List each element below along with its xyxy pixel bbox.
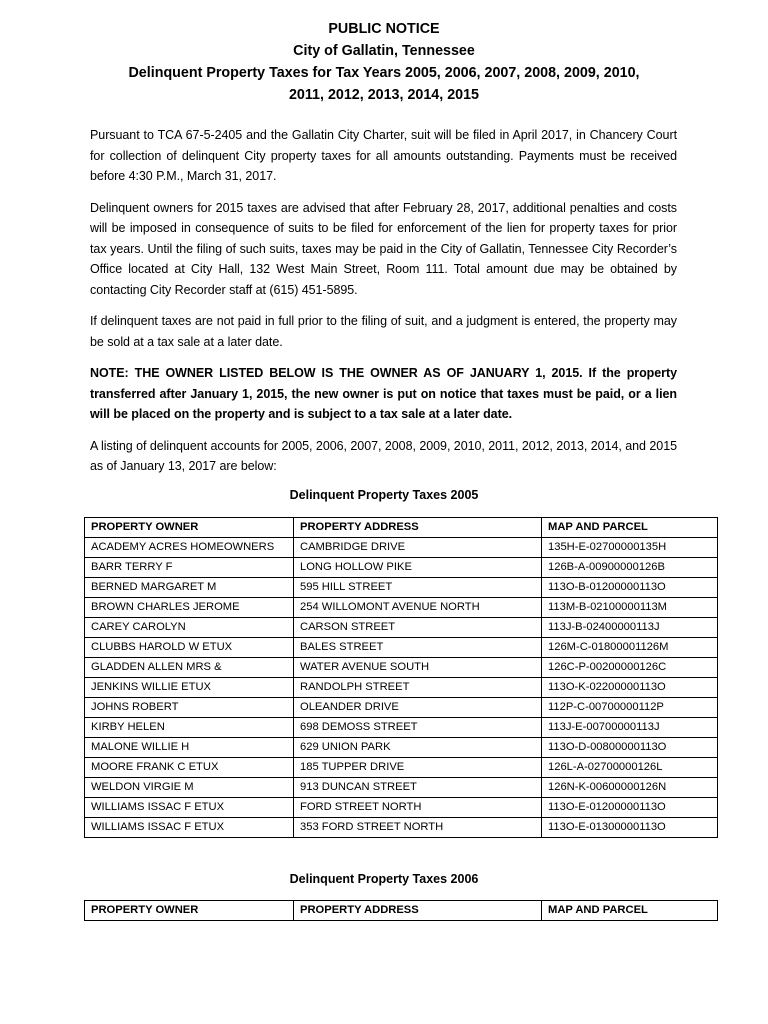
cell-property-owner: WILLIAMS ISSAC F ETUX — [85, 798, 294, 818]
cell-property-address: BALES STREET — [294, 638, 542, 658]
cell-property-address: 254 WILLOMONT AVENUE NORTH — [294, 598, 542, 618]
cell-property-address: 629 UNION PARK — [294, 738, 542, 758]
notice-title-block — [60, 18, 708, 106]
header-property-address: PROPERTY ADDRESS — [294, 901, 542, 921]
cell-map-and-parcel: 113O-E-01200000113O — [542, 798, 718, 818]
cell-property-owner: BROWN CHARLES JEROME — [85, 598, 294, 618]
cell-property-owner: BARR TERRY F — [85, 558, 294, 578]
cell-property-owner: BERNED MARGARET M — [85, 578, 294, 598]
cell-property-owner: JOHNS ROBERT — [85, 698, 294, 718]
paragraph-penalties: Delinquent owners for 2015 taxes are advised that after February 28, 2017, additional penalties and costs will be imposed in consequence of suits to be filed for enforcement of the lien for property taxes for prior tax years. Until the filing of such suits, taxes may be paid in the City of Gallatin, Tennessee City Recorder’s Office located at City Hall, 132 West Main Street, Room 111. Total amount due may be obtained by contacting City Recorder staff at (615) 451-5895. — [90, 200, 677, 297]
cell-property-address: FORD STREET NORTH — [294, 798, 542, 818]
cell-property-owner: CLUBBS HAROLD W ETUX — [85, 638, 294, 658]
cell-map-and-parcel: 126M-C-01800001126M — [542, 638, 718, 658]
cell-property-owner: GLADDEN ALLEN MRS & — [85, 658, 294, 678]
cell-property-address: 913 DUNCAN STREET — [294, 778, 542, 798]
cell-property-address: CAMBRIDGE DRIVE — [294, 538, 542, 558]
cell-map-and-parcel: 113O-K-02200000113O — [542, 678, 718, 698]
header-property-address: PROPERTY ADDRESS — [294, 518, 542, 538]
notice-heading: PUBLIC NOTICE — [328, 21, 440, 37]
header-property-owner: PROPERTY OWNER — [85, 518, 294, 538]
cell-property-address: 698 DEMOSS STREET — [294, 718, 542, 738]
cell-map-and-parcel: 126N-K-00600000126N — [542, 778, 718, 798]
cell-property-address: WATER AVENUE SOUTH — [294, 658, 542, 678]
cell-map-and-parcel: 113J-B-02400000113J — [542, 618, 718, 638]
table-row — [85, 678, 718, 698]
notice-body — [90, 125, 677, 488]
table-row — [85, 618, 718, 638]
paragraph-owner-note: NOTE: THE OWNER LISTED BELOW IS THE OWNER AS OF JANUARY 1, 2015. If the property transferred after January 1, 2015, the new owner is put on notice that taxes must be paid, or a lien will be placed on the property and is subject to a tax sale at a later date. — [90, 366, 677, 421]
cell-map-and-parcel: 126L-A-02700000126L — [542, 758, 718, 778]
table-row — [85, 558, 718, 578]
table-row — [85, 738, 718, 758]
cell-property-address: LONG HOLLOW PIKE — [294, 558, 542, 578]
table-row — [85, 758, 718, 778]
table-header-row — [85, 518, 718, 538]
table-row — [85, 638, 718, 658]
cell-map-and-parcel: 113O-D-00800000113O — [542, 738, 718, 758]
cell-property-address: 353 FORD STREET NORTH — [294, 818, 542, 838]
subject-heading-line1: Delinquent Property Taxes for Tax Years 2005, 2006, 2007, 2008, 2009, 2010, — [128, 65, 640, 81]
cell-property-address: OLEANDER DRIVE — [294, 698, 542, 718]
cell-property-owner: MALONE WILLIE H — [85, 738, 294, 758]
cell-property-owner: MOORE FRANK C ETUX — [85, 758, 294, 778]
section-title-2006: Delinquent Property Taxes 2006 — [289, 872, 479, 886]
table-row — [85, 778, 718, 798]
cell-property-owner: KIRBY HELEN — [85, 718, 294, 738]
subject-heading-line2: 2011, 2012, 2013, 2014, 2015 — [288, 87, 479, 103]
table-row — [85, 798, 718, 818]
table-row — [85, 818, 718, 838]
table-row — [85, 578, 718, 598]
cell-property-owner: ACADEMY ACRES HOMEOWNERS — [85, 538, 294, 558]
table-row — [85, 538, 718, 558]
cell-map-and-parcel: 135H-E-02700000135H — [542, 538, 718, 558]
cell-property-address: 595 HILL STREET — [294, 578, 542, 598]
table-header-row — [85, 901, 718, 921]
header-map-and-parcel: MAP AND PARCEL — [542, 518, 718, 538]
paragraph-tax-sale: If delinquent taxes are not paid in full prior to the filing of suit, and a judgment is entered, the property may be sold at a tax sale at a later date. — [90, 314, 677, 349]
table-row — [85, 698, 718, 718]
cell-property-owner: WELDON VIRGIE M — [85, 778, 294, 798]
cell-map-and-parcel: 113M-B-02100000113M — [542, 598, 718, 618]
header-property-owner: PROPERTY OWNER — [85, 901, 294, 921]
cell-property-address: RANDOLPH STREET — [294, 678, 542, 698]
paragraph-listing-intro: A listing of delinquent accounts for 2005, 2006, 2007, 2008, 2009, 2010, 2011, 2012, 2013, 2014, and 2015 as of January 13, 2017 are below: — [90, 438, 677, 473]
cell-map-and-parcel: 113J-E-00700000113J — [542, 718, 718, 738]
section-title-2005: Delinquent Property Taxes 2005 — [289, 488, 479, 502]
cell-property-owner: JENKINS WILLIE ETUX — [85, 678, 294, 698]
table-body-2005 — [85, 538, 718, 838]
cell-map-and-parcel: 112P-C-00700000112P — [542, 698, 718, 718]
cell-property-owner: WILLIAMS ISSAC F ETUX — [85, 818, 294, 838]
cell-map-and-parcel: 126C-P-00200000126C — [542, 658, 718, 678]
cell-property-address: 185 TUPPER DRIVE — [294, 758, 542, 778]
table-row — [85, 598, 718, 618]
paragraph-filing: Pursuant to TCA 67-5-2405 and the Gallatin City Charter, suit will be filed in April 2017, in Chancery Court for collection of delinquent City property taxes for all amounts outstanding. Payments must be received before 4:30 P.M., March 31, 2017. — [90, 128, 677, 183]
delinquent-table-2006 — [84, 900, 718, 921]
cell-map-and-parcel: 113O-E-01300000113O — [542, 818, 718, 838]
cell-property-owner: CAREY CAROLYN — [85, 618, 294, 638]
delinquent-table-2005 — [84, 517, 718, 838]
city-heading: City of Gallatin, Tennessee — [293, 43, 475, 59]
cell-map-and-parcel: 113O-B-01200000113O — [542, 578, 718, 598]
cell-map-and-parcel: 126B-A-00900000126B — [542, 558, 718, 578]
table-row — [85, 718, 718, 738]
table-row — [85, 658, 718, 678]
cell-property-address: CARSON STREET — [294, 618, 542, 638]
header-map-and-parcel: MAP AND PARCEL — [542, 901, 718, 921]
